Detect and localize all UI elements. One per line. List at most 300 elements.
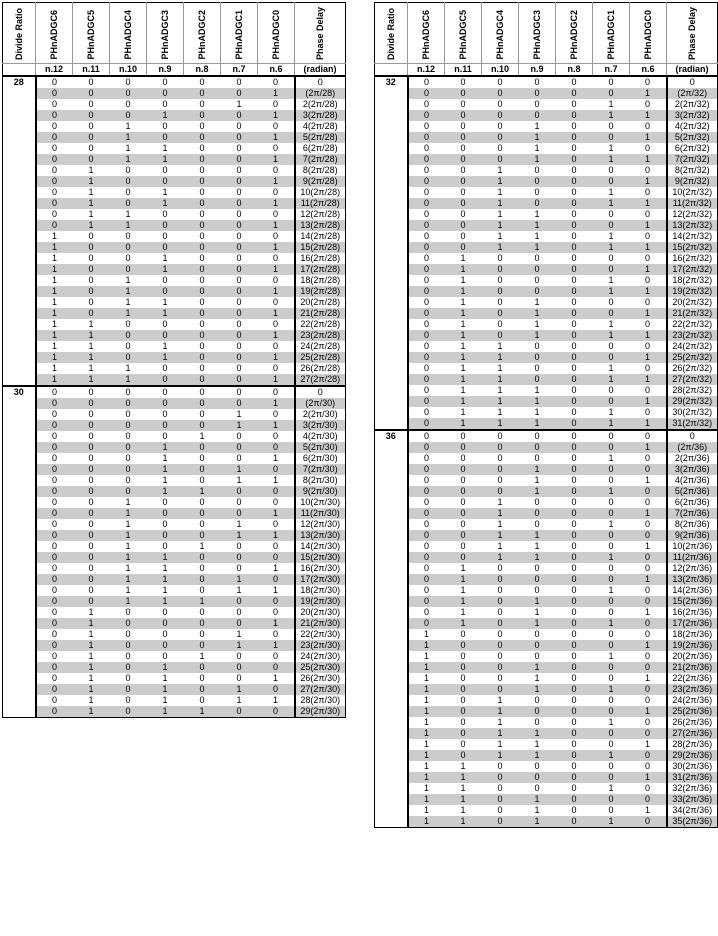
- bit-cell: 0: [556, 418, 593, 430]
- subheader-radian: (radian): [667, 64, 718, 77]
- bit-cell: 1: [423, 805, 429, 815]
- bit-cell: 0: [73, 420, 110, 431]
- bit-cell: 0: [184, 640, 221, 651]
- bit-cell: 0: [199, 209, 205, 219]
- bit-cell: 0: [534, 431, 540, 441]
- table-row: [3, 596, 346, 607]
- bit-cell: 0: [630, 750, 667, 761]
- bit-cell: 1: [630, 396, 667, 407]
- bit-cell: 0: [88, 275, 94, 285]
- bit-cell: 1: [644, 673, 650, 683]
- bit-cell: 0: [51, 541, 57, 551]
- bit-cell: 0: [571, 673, 577, 683]
- bit-cell: 0: [51, 519, 57, 529]
- bit-cell: 0: [556, 596, 593, 607]
- bit-cell: 0: [147, 88, 184, 99]
- bit-cell: 0: [608, 165, 614, 175]
- bit-cell: 1: [423, 695, 429, 705]
- table-row: [375, 374, 718, 385]
- bit-cell: 1: [147, 264, 184, 275]
- bit-cell: 1: [184, 596, 221, 607]
- bit-cell: 0: [236, 453, 242, 463]
- bit-cell: 0: [125, 475, 131, 485]
- bit-cell: 0: [644, 165, 650, 175]
- bit-cell: 0: [445, 110, 482, 121]
- phase-delay-cell: 5(2π/28): [295, 132, 346, 143]
- bit-cell: 0: [125, 673, 131, 683]
- bit-cell: 0: [534, 253, 540, 263]
- bit-cell: 0: [571, 231, 577, 241]
- bit-cell: 0: [482, 618, 519, 629]
- bit-cell: 1: [51, 231, 57, 241]
- phase-delay-cell: 4(2π/30): [295, 431, 346, 442]
- bit-cell: 0: [236, 387, 242, 397]
- bit-cell: 0: [125, 453, 131, 463]
- subheader-n12: n.12: [36, 64, 73, 77]
- subheader-radian: (radian): [295, 64, 346, 77]
- bit-cell: 0: [258, 596, 295, 607]
- phase-delay-cell: 12(2π/36): [667, 563, 718, 574]
- table-row: [375, 508, 718, 519]
- bit-cell: 0: [258, 662, 295, 673]
- bit-cell: 1: [110, 508, 147, 519]
- bit-cell: 0: [497, 475, 503, 485]
- bit-cell: 0: [199, 563, 205, 573]
- table-row: [375, 651, 718, 662]
- phase-delay-cell: 19(2π/32): [667, 286, 718, 297]
- bit-cell: 0: [571, 363, 577, 373]
- bit-cell: 1: [73, 176, 110, 187]
- bit-cell: 1: [125, 209, 131, 219]
- bit-cell: 0: [272, 209, 278, 219]
- bit-cell: 0: [199, 387, 205, 397]
- bit-cell: 0: [184, 132, 221, 143]
- bit-cell: 1: [630, 508, 667, 519]
- phase-delay-cell: 17(2π/30): [295, 574, 346, 585]
- table-row: [375, 673, 718, 684]
- bit-cell: 1: [258, 618, 295, 629]
- phase-delay-cell: 15(2π/32): [667, 242, 718, 253]
- ratio-group: [3, 76, 346, 386]
- bit-cell: 1: [630, 352, 667, 363]
- bit-cell: 0: [408, 552, 445, 563]
- bit-cell: 1: [445, 374, 482, 385]
- bit-cell: 0: [184, 662, 221, 673]
- table-row: [375, 209, 718, 220]
- phase-delay-cell: 13(2π/32): [667, 220, 718, 231]
- bit-cell: 0: [272, 165, 278, 175]
- bit-cell: 0: [644, 275, 650, 285]
- bit-cell: 0: [556, 110, 593, 121]
- bit-cell: 0: [73, 442, 110, 453]
- bit-cell: 0: [221, 88, 258, 99]
- bit-cell: 0: [644, 585, 650, 595]
- phase-delay-cell: 28(2π/32): [667, 385, 718, 396]
- phase-delay-cell: 6(2π/32): [667, 143, 718, 154]
- table-row: [3, 132, 346, 143]
- bit-cell: 1: [482, 396, 519, 407]
- bit-cell: 0: [593, 88, 630, 99]
- bit-cell: 0: [497, 319, 503, 329]
- bit-cell: 0: [221, 286, 258, 297]
- bit-cell: 0: [571, 783, 577, 793]
- phase-delay-cell: 17(2π/36): [667, 618, 718, 629]
- phase-delay-cell: 6(2π/28): [295, 143, 346, 154]
- bit-cell: 0: [423, 475, 429, 485]
- bit-cell: 1: [88, 629, 94, 639]
- bit-cell: 1: [519, 464, 556, 475]
- bit-cell: 0: [110, 264, 147, 275]
- table-row: [3, 297, 346, 308]
- bit-cell: 1: [519, 552, 556, 563]
- table-row: [3, 76, 346, 88]
- phase-delay-cell: 11(2π/30): [295, 508, 346, 519]
- bit-cell: 0: [445, 728, 482, 739]
- bit-cell: 0: [51, 99, 57, 109]
- table-row: [375, 231, 718, 242]
- table-row: [375, 816, 718, 828]
- bit-cell: 0: [534, 651, 540, 661]
- table-row: [3, 574, 346, 585]
- bit-cell: 1: [236, 99, 242, 109]
- bit-cell: 1: [73, 198, 110, 209]
- table-row: [3, 110, 346, 121]
- bit-cell: 0: [272, 231, 278, 241]
- bit-cell: 0: [125, 77, 131, 87]
- bit-cell: 0: [184, 154, 221, 165]
- bit-cell: 0: [497, 761, 503, 771]
- bit-cell: 0: [110, 88, 147, 99]
- bit-cell: 1: [445, 816, 482, 828]
- bit-cell: 0: [221, 132, 258, 143]
- bit-cell: 1: [51, 275, 57, 285]
- bit-cell: 0: [73, 398, 110, 409]
- table-row: [3, 695, 346, 706]
- bit-cell: 0: [556, 706, 593, 717]
- bit-cell: 0: [36, 132, 73, 143]
- bit-cell: 1: [199, 541, 205, 551]
- bit-cell: 0: [147, 640, 184, 651]
- bit-cell: 0: [593, 396, 630, 407]
- bit-cell: 0: [556, 618, 593, 629]
- divide-ratio-cell: 30: [3, 386, 36, 718]
- bit-cell: 0: [608, 385, 614, 395]
- bit-cell: 0: [51, 143, 57, 153]
- bit-cell: 0: [571, 275, 577, 285]
- bit-cell: 0: [519, 176, 556, 187]
- header-phnadgc6: PHnADGC6: [408, 3, 445, 64]
- bit-cell: 1: [236, 519, 242, 529]
- phase-delay-cell: 27(2π/32): [667, 374, 718, 385]
- bit-cell: 0: [147, 508, 184, 519]
- table-row: [3, 618, 346, 629]
- bit-cell: 1: [630, 88, 667, 99]
- bit-cell: 0: [184, 88, 221, 99]
- bit-cell: 1: [534, 475, 540, 485]
- bit-cell: 0: [593, 772, 630, 783]
- bit-cell: 1: [519, 154, 556, 165]
- bit-cell: 1: [88, 673, 94, 683]
- table-row: [375, 695, 718, 706]
- bit-cell: 0: [408, 110, 445, 121]
- phase-delay-cell: 22(2π/28): [295, 319, 346, 330]
- bit-cell: 0: [272, 297, 278, 307]
- bit-cell: 1: [608, 143, 614, 153]
- bit-cell: 0: [125, 341, 131, 351]
- bit-cell: 0: [482, 772, 519, 783]
- bit-cell: 0: [73, 88, 110, 99]
- bit-cell: 0: [445, 198, 482, 209]
- table-row: [3, 374, 346, 386]
- bit-cell: 0: [258, 464, 295, 475]
- table-row: [3, 552, 346, 563]
- bit-cell: 0: [644, 783, 650, 793]
- subheader-blank: [3, 64, 36, 77]
- bit-cell: 0: [608, 341, 614, 351]
- phase-delay-cell: 23(2π/28): [295, 330, 346, 341]
- bit-cell: 0: [36, 552, 73, 563]
- bit-cell: 0: [272, 651, 278, 661]
- bit-cell: 1: [445, 596, 482, 607]
- bit-cell: 0: [497, 99, 503, 109]
- bit-cell: 1: [258, 242, 295, 253]
- bit-cell: 1: [258, 220, 295, 231]
- bit-cell: 0: [482, 286, 519, 297]
- table-row: [3, 363, 346, 374]
- bit-cell: 0: [556, 396, 593, 407]
- bit-cell: 1: [593, 418, 630, 430]
- bit-cell: 0: [519, 706, 556, 717]
- bit-cell: 0: [593, 706, 630, 717]
- table-row: [3, 121, 346, 132]
- bit-cell: 1: [608, 717, 614, 727]
- bit-cell: 1: [497, 363, 503, 373]
- bit-cell: 0: [423, 363, 429, 373]
- bit-cell: 0: [110, 662, 147, 673]
- bit-cell: 0: [556, 464, 593, 475]
- bit-cell: 0: [482, 264, 519, 275]
- bit-cell: 0: [445, 662, 482, 673]
- phase-delay-cell: 14(2π/30): [295, 541, 346, 552]
- bit-cell: 1: [644, 739, 650, 749]
- bit-cell: 0: [644, 209, 650, 219]
- bit-cell: 0: [408, 442, 445, 453]
- bit-cell: 0: [644, 253, 650, 263]
- bit-cell: 0: [608, 673, 614, 683]
- bit-cell: 1: [147, 464, 184, 475]
- phase-delay-cell: (2π/36): [667, 442, 718, 453]
- bit-cell: 0: [88, 475, 94, 485]
- bit-cell: 1: [482, 706, 519, 717]
- bit-cell: 0: [236, 341, 242, 351]
- table-row: [3, 286, 346, 297]
- bit-cell: 0: [534, 497, 540, 507]
- bit-cell: 0: [221, 242, 258, 253]
- bit-cell: 0: [51, 431, 57, 441]
- bit-cell: 1: [497, 519, 503, 529]
- bit-cell: 0: [608, 475, 614, 485]
- bit-cell: 0: [571, 453, 577, 463]
- bit-cell: 0: [162, 519, 168, 529]
- phase-delay-cell: 9(2π/32): [667, 176, 718, 187]
- bit-cell: 0: [460, 77, 466, 87]
- bit-cell: 0: [110, 640, 147, 651]
- bit-cell: 1: [630, 286, 667, 297]
- bit-cell: 0: [272, 363, 278, 373]
- bit-cell: 1: [519, 816, 556, 828]
- bit-cell: 0: [236, 497, 242, 507]
- bit-cell: 0: [147, 330, 184, 341]
- table-row: [3, 187, 346, 198]
- bit-cell: 0: [272, 409, 278, 419]
- bit-cell: 1: [534, 121, 540, 131]
- bit-cell: 0: [162, 231, 168, 241]
- bit-cell: 1: [482, 728, 519, 739]
- phase-delay-cell: 20(2π/28): [295, 297, 346, 308]
- phase-delay-cell: 18(2π/28): [295, 275, 346, 286]
- bit-cell: 0: [199, 341, 205, 351]
- phase-delay-cell: 27(2π/30): [295, 684, 346, 695]
- bit-cell: 0: [482, 110, 519, 121]
- bit-cell: 1: [534, 143, 540, 153]
- bit-cell: 1: [51, 341, 57, 351]
- bit-cell: 1: [534, 209, 540, 219]
- table-row: [3, 585, 346, 596]
- bit-cell: 0: [460, 209, 466, 219]
- bit-cell: 0: [199, 629, 205, 639]
- bit-cell: 1: [88, 209, 94, 219]
- bit-cell: 0: [497, 143, 503, 153]
- table-row: [3, 607, 346, 618]
- bit-cell: 1: [608, 453, 614, 463]
- phase-delay-cell: 23(2π/32): [667, 330, 718, 341]
- bit-cell: 0: [184, 220, 221, 231]
- bit-cell: 1: [460, 407, 466, 417]
- phase-delay-cell: 3(2π/36): [667, 464, 718, 475]
- bit-cell: 0: [571, 431, 577, 441]
- bit-cell: 1: [272, 475, 278, 485]
- bit-cell: 0: [571, 651, 577, 661]
- bit-cell: 0: [556, 154, 593, 165]
- subheader-n10: n.10: [110, 64, 147, 77]
- bit-cell: 0: [423, 165, 429, 175]
- bit-cell: 0: [88, 231, 94, 241]
- phase-delay-cell: (2π/32): [667, 88, 718, 99]
- bit-cell: 0: [236, 275, 242, 285]
- bit-cell: 1: [73, 618, 110, 629]
- bit-cell: 0: [73, 464, 110, 475]
- bit-cell: 0: [556, 308, 593, 319]
- bit-cell: 1: [497, 739, 503, 749]
- bit-cell: 0: [608, 563, 614, 573]
- bit-cell: 1: [36, 308, 73, 319]
- bit-cell: 0: [445, 176, 482, 187]
- table-row: [375, 76, 718, 88]
- bit-cell: 1: [258, 330, 295, 341]
- phase-delay-cell: 21(2π/32): [667, 308, 718, 319]
- bit-cell: 0: [258, 684, 295, 695]
- bit-cell: 0: [482, 486, 519, 497]
- bit-cell: 0: [556, 684, 593, 695]
- bit-cell: 0: [184, 398, 221, 409]
- bit-cell: 0: [644, 297, 650, 307]
- bit-cell: 0: [162, 629, 168, 639]
- bit-cell: 0: [408, 618, 445, 629]
- divide-ratio-cell: 36: [375, 430, 408, 828]
- bit-cell: 1: [162, 187, 168, 197]
- bit-cell: 0: [534, 363, 540, 373]
- bit-cell: 1: [593, 110, 630, 121]
- subheader-blank: [375, 64, 408, 77]
- bit-cell: 1: [482, 508, 519, 519]
- bit-cell: 1: [162, 143, 168, 153]
- table-row: [3, 530, 346, 541]
- phase-delay-cell: 0: [667, 76, 718, 88]
- phase-delay-cell: 27(2π/28): [295, 374, 346, 386]
- bit-cell: 0: [184, 110, 221, 121]
- bit-cell: 0: [534, 187, 540, 197]
- bit-cell: 0: [519, 264, 556, 275]
- bit-cell: 0: [51, 387, 57, 397]
- subheader-n6: n.6: [630, 64, 667, 77]
- bit-cell: 0: [571, 165, 577, 175]
- table-row: [375, 541, 718, 552]
- bit-cell: 0: [571, 121, 577, 131]
- table-row: [3, 198, 346, 209]
- phase-delay-cell: 29(2π/36): [667, 750, 718, 761]
- bit-cell: 0: [608, 209, 614, 219]
- phase-delay-cell: 30(2π/36): [667, 761, 718, 772]
- bit-cell: 0: [73, 242, 110, 253]
- bit-cell: 1: [147, 154, 184, 165]
- table-row: [375, 187, 718, 198]
- bit-cell: 1: [519, 750, 556, 761]
- bit-cell: 0: [36, 618, 73, 629]
- bit-cell: 0: [73, 110, 110, 121]
- bit-cell: 0: [51, 563, 57, 573]
- bit-cell: 1: [519, 242, 556, 253]
- table-row: [375, 297, 718, 308]
- bit-cell: 0: [482, 464, 519, 475]
- bit-cell: 0: [73, 486, 110, 497]
- bit-cell: 0: [571, 541, 577, 551]
- bit-cell: 0: [221, 110, 258, 121]
- bit-cell: 1: [630, 442, 667, 453]
- bit-cell: 0: [571, 475, 577, 485]
- bit-cell: 0: [236, 165, 242, 175]
- bit-cell: 0: [36, 176, 73, 187]
- bit-cell: 0: [630, 794, 667, 805]
- bit-cell: 0: [571, 297, 577, 307]
- table-row: [375, 385, 718, 396]
- bit-cell: 0: [630, 816, 667, 828]
- bit-cell: 1: [630, 220, 667, 231]
- bit-cell: 0: [482, 330, 519, 341]
- phase-delay-cell: 18(2π/36): [667, 629, 718, 640]
- phase-delay-cell: 10(2π/36): [667, 541, 718, 552]
- bit-cell: 1: [608, 187, 614, 197]
- bit-cell: 0: [497, 585, 503, 595]
- bit-cell: 0: [556, 198, 593, 209]
- bit-cell: 1: [423, 651, 429, 661]
- bit-cell: 0: [644, 363, 650, 373]
- bit-cell: 1: [497, 341, 503, 351]
- table-row: [3, 475, 346, 486]
- bit-cell: 0: [519, 442, 556, 453]
- phase-delay-cell: 0: [295, 386, 346, 398]
- bit-cell: 0: [73, 286, 110, 297]
- bit-cell: 1: [88, 187, 94, 197]
